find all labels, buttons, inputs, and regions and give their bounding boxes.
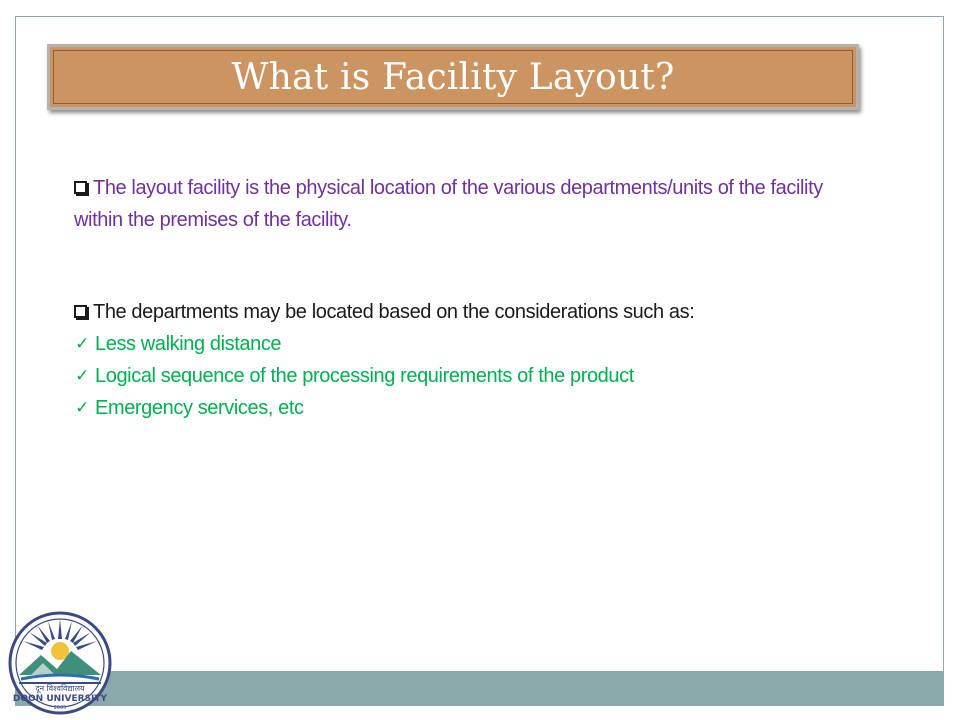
- list-item-text: Less walking distance: [95, 333, 282, 355]
- checkmark-icon: ✓: [75, 398, 89, 417]
- list-item: [74, 328, 874, 360]
- logo-hindi-name: दून विश्वविद्यालय: [35, 684, 85, 693]
- paragraph-2-text: The departments may be located based on the considerations such as:: [93, 301, 695, 323]
- slide-content: [74, 172, 874, 424]
- list-item: [74, 360, 874, 392]
- list-item-text: Emergency services, etc: [95, 397, 304, 419]
- footer-bar: [12, 671, 944, 706]
- paragraph-1: [74, 172, 874, 236]
- logo-year: 2005: [53, 705, 67, 711]
- title-banner-inner: [53, 50, 853, 104]
- logo-emblem-icon: [7, 605, 113, 715]
- list-item-text: Logical sequence of the processing requirements of the product: [95, 365, 634, 387]
- university-logo: [7, 605, 113, 715]
- title-banner: [47, 44, 859, 110]
- checkmark-icon: ✓: [75, 366, 89, 385]
- considerations-list: [74, 328, 874, 424]
- slide-title: What is Facility Layout?: [231, 56, 675, 98]
- paragraph-2: [74, 296, 874, 328]
- checkmark-icon: ✓: [75, 334, 89, 353]
- square-bullet-icon: [74, 181, 87, 194]
- logo-university-name: DOON UNIVERSITY: [12, 694, 108, 704]
- list-item: [74, 392, 874, 424]
- paragraph-1-text: The layout facility is the physical location of the various departments/units of the facility within the premises of the facility.: [74, 177, 823, 231]
- square-bullet-icon: [74, 305, 87, 318]
